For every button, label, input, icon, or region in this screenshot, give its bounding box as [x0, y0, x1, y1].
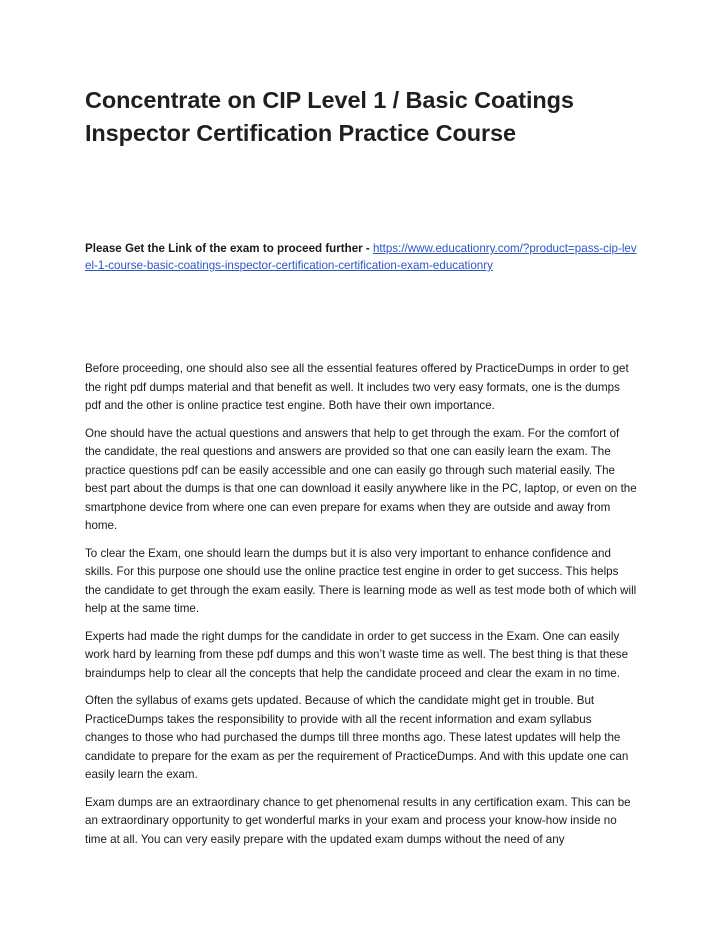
body-paragraph: Experts had made the right dumps for the candidate in order to get success in the Exam. One can easily work hard by learning from these pdf dumps and this won’t waste time as well. The best thing is that these braindumps help to clear all the concepts that help the candidate proceed and clear the exam in no time.: [85, 629, 629, 680]
document-body: [85, 360, 637, 858]
body-paragraph: Often the syllabus of exams gets updated. Because of which the candidate might get in trouble. But PracticeDumps takes the responsibility to provide with all the recent information and exam syllabus changes to those who had purchased the dumps till three months ago. These latest updates will help the candidate to prepare for the exam as per the requirement of PracticeDumps. And with this update one can easily learn the exam.: [85, 694, 629, 781]
document-title: Concentrate on CIP Level 1 / Basic Coatings Inspector Certification Practice Course: [85, 87, 574, 146]
link-label: Please Get the Link of the exam to proceed further -: [85, 242, 373, 255]
body-paragraph: To clear the Exam, one should learn the dumps but it is also very important to enhance confidence and skills. For this purpose one should use the online practice test engine in order to get success. This helps the candidate to get through the exam easily. There is learning mode as well as test mode both of which will help at the same time.: [85, 546, 637, 615]
exam-link[interactable]: https://www.educationry.com/?product=pass-cip-level-1-course-basic-coatings-inspector-certification-certification-exam-educationry: [85, 242, 637, 272]
exam-link-paragraph: [85, 240, 637, 274]
body-paragraph: Exam dumps are an extraordinary chance to get phenomenal results in any certification exam. This can be an extraordinary opportunity to get wonderful marks in your exam and process your know-how inside no time at all. You can very easily prepare with the updated exam dumps without the need of any: [85, 795, 631, 846]
body-paragraph: One should have the actual questions and answers that help to get through the exam. For the comfort of the candidate, the real questions and answers are provided so that one can easily learn the exam. The practice questions pdf can be easily accessible and one can easily go through such material easily. The best part about the dumps is that one can download it easily anywhere like in the PC, laptop, or even on the smartphone device from where one can even prepare for exams when they are outside and away from home.: [85, 426, 637, 532]
body-paragraph: Before proceeding, one should also see all the essential features offered by PracticeDumps in order to get the right pdf dumps material and that benefit as well. It includes two very easy formats, one is the dumps pdf and the other is online practice test engine. Both have their own importance.: [85, 362, 629, 412]
